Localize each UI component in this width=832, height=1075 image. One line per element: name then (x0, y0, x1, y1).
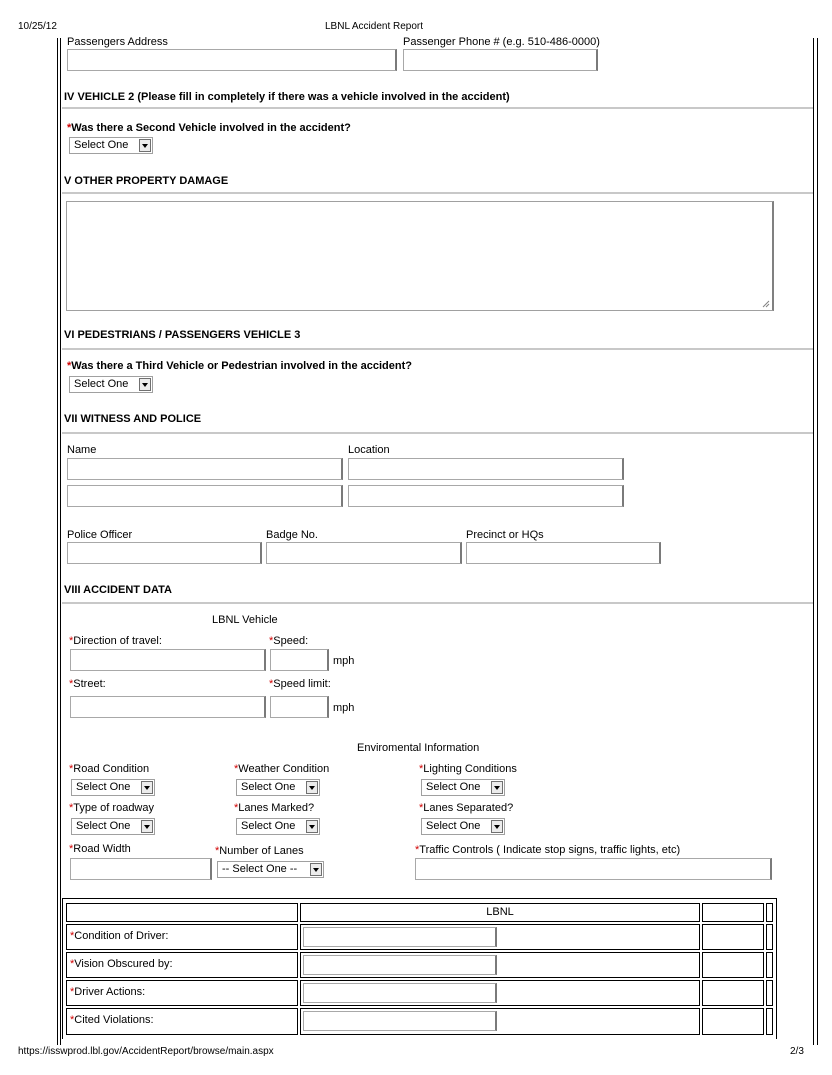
roadway-type-label (69, 802, 154, 814)
roadway-type-select[interactable] (71, 818, 155, 835)
print-title: LBNL Accident Report (325, 21, 424, 32)
chevron-down-icon (141, 781, 153, 794)
badge-number-label: Badge No. (266, 529, 318, 541)
speed-limit-text: Speed limit: (273, 678, 331, 690)
required-mark: * (419, 763, 424, 775)
road-condition-label (69, 763, 149, 775)
vision-obscured-label: Vision Obscured by: (74, 958, 173, 970)
table-row-cell (766, 924, 773, 950)
lighting-conditions-text: Lighting Conditions (423, 763, 517, 775)
lighting-conditions-value: Select One (426, 781, 481, 793)
table-row-cell (300, 952, 700, 978)
property-damage-section-title: V OTHER PROPERTY DAMAGE (64, 175, 229, 187)
road-width-label (69, 843, 131, 855)
lanes-marked-select[interactable] (236, 818, 320, 835)
lanes-separated-label (419, 802, 513, 814)
lanes-marked-label (234, 802, 314, 814)
chevron-down-icon (141, 820, 153, 833)
third-vehicle-select[interactable] (69, 376, 153, 393)
table-row-cell (702, 952, 764, 978)
table-row-cell (300, 924, 700, 950)
driver-actions-label: Driver Actions: (74, 986, 146, 998)
required-mark: * (69, 678, 74, 690)
required-mark: * (70, 1014, 75, 1026)
table-row-cell (702, 980, 764, 1006)
direction-of-travel-input[interactable] (70, 649, 266, 671)
table-header-empty (66, 903, 298, 922)
table-row-cell (300, 980, 700, 1006)
witness-section-title: VII WITNESS AND POLICE (64, 413, 202, 425)
required-mark: * (234, 802, 239, 814)
table-row-cell (300, 1008, 700, 1035)
required-mark: * (70, 986, 75, 998)
section-divider (62, 432, 813, 434)
table-row-label (66, 952, 298, 978)
street-label (69, 678, 106, 690)
lbnl-vehicle-label: LBNL Vehicle (212, 614, 278, 626)
speed-input[interactable] (270, 649, 329, 671)
chevron-down-icon (491, 820, 503, 833)
second-vehicle-question-text: Was there a Second Vehicle involved in the accident? (71, 122, 351, 134)
table-header-cell (702, 903, 764, 922)
roadway-type-text: Type of roadway (73, 802, 154, 814)
second-vehicle-select-value: Select One (74, 139, 129, 151)
lighting-conditions-label (419, 763, 517, 775)
road-width-text: Road Width (73, 843, 131, 855)
section-divider (62, 602, 813, 604)
third-vehicle-question-text: Was there a Third Vehicle or Pedestrian involved in the accident? (71, 360, 412, 372)
road-condition-text: Road Condition (73, 763, 150, 775)
form-border-right-outer (817, 38, 818, 1045)
section-divider (62, 348, 813, 350)
print-url: https://isswprod.lbl.gov/AccidentReport/browse/main.aspx (18, 1046, 274, 1057)
witness-name-input-1[interactable] (67, 458, 343, 480)
traffic-controls-label (415, 844, 680, 856)
environmental-info-label: Enviromental Information (357, 742, 480, 754)
street-text: Street: (73, 678, 106, 690)
number-of-lanes-select[interactable] (217, 861, 324, 878)
passenger-phone-input[interactable] (403, 49, 598, 71)
form-border-right (813, 38, 814, 1045)
required-mark: * (234, 763, 239, 775)
table-row-label (66, 924, 298, 950)
property-damage-textarea[interactable] (66, 201, 774, 311)
passenger-phone-label: Passenger Phone # (e.g. 510-486-0000) (403, 36, 600, 48)
table-row-cell (766, 980, 773, 1006)
road-width-input[interactable] (70, 858, 212, 880)
lanes-separated-value: Select One (426, 820, 481, 832)
required-mark: * (69, 802, 74, 814)
street-input[interactable] (70, 696, 266, 718)
accident-data-section-title: VIII ACCIDENT DATA (64, 584, 172, 596)
police-officer-input[interactable] (67, 542, 262, 564)
weather-condition-text: Weather Condition (238, 763, 330, 775)
lighting-conditions-select[interactable] (421, 779, 505, 796)
required-mark: * (69, 763, 74, 775)
condition-of-driver-input[interactable] (303, 927, 497, 947)
table-header-lbnl: LBNL (300, 903, 700, 922)
chevron-down-icon (310, 863, 322, 876)
table-row-cell (702, 1008, 764, 1035)
table-header-cell (766, 903, 773, 922)
lanes-separated-select[interactable] (421, 818, 505, 835)
lanes-marked-value: Select One (241, 820, 296, 832)
table-row-label (66, 1008, 298, 1035)
required-mark: * (70, 930, 75, 942)
third-vehicle-select-value: Select One (74, 378, 129, 390)
speed-label (269, 635, 308, 647)
required-mark: * (67, 360, 72, 372)
chevron-down-icon (139, 139, 151, 152)
form-border-left (57, 38, 58, 1045)
vehicle2-section-title: IV VEHICLE 2 (Please fill in completely if there was a vehicle involved in the accident) (64, 91, 510, 103)
required-mark: * (69, 635, 74, 647)
table-row-cell (766, 952, 773, 978)
print-date: 10/25/12 (18, 21, 57, 32)
road-condition-value: Select One (76, 781, 131, 793)
required-mark: * (269, 635, 274, 647)
vision-obscured-input[interactable] (303, 955, 497, 975)
witness-location-label: Location (348, 444, 390, 456)
required-mark: * (419, 802, 424, 814)
speed-limit-unit: mph (333, 702, 355, 714)
weather-condition-value: Select One (241, 781, 296, 793)
witness-location-input-2[interactable] (348, 485, 624, 507)
passengers-address-label: Passengers Address (67, 36, 168, 48)
print-page-number: 2/3 (790, 1046, 804, 1057)
section-divider (62, 107, 813, 109)
third-vehicle-question (67, 360, 412, 372)
cited-violations-input[interactable] (303, 1011, 497, 1031)
required-mark: * (415, 844, 420, 856)
table-row-label (66, 980, 298, 1006)
witness-name-input-2[interactable] (67, 485, 343, 507)
traffic-controls-text: Traffic Controls ( Indicate stop signs, traffic lights, etc) (419, 844, 681, 856)
passengers-address-input[interactable] (67, 49, 397, 71)
required-mark: * (215, 845, 220, 857)
section-divider (62, 192, 813, 194)
road-condition-select[interactable] (71, 779, 155, 796)
witness-location-input-1[interactable] (348, 458, 624, 480)
chevron-down-icon (306, 781, 318, 794)
speed-unit: mph (333, 655, 355, 667)
required-mark: * (269, 678, 274, 690)
direction-of-travel-text: Direction of travel: (73, 635, 162, 647)
number-of-lanes-label (215, 845, 304, 857)
table-row-cell (766, 1008, 773, 1035)
speed-text: Speed: (273, 635, 309, 647)
chevron-down-icon (139, 378, 151, 391)
form-border-left-inner (60, 38, 61, 1045)
speed-limit-input[interactable] (270, 696, 329, 718)
witness-name-label: Name (67, 444, 97, 456)
lanes-separated-text: Lanes Separated? (423, 802, 514, 814)
precinct-input[interactable] (466, 542, 661, 564)
speed-limit-label (269, 678, 331, 690)
number-of-lanes-value: -- Select One -- (222, 863, 298, 875)
condition-of-driver-label: Condition of Driver: (74, 930, 169, 942)
required-mark: * (70, 958, 75, 970)
second-vehicle-select[interactable] (69, 137, 153, 154)
lanes-marked-text: Lanes Marked? (238, 802, 315, 814)
resize-grip-icon[interactable] (762, 300, 770, 308)
direction-of-travel-label (69, 635, 162, 647)
precinct-label: Precinct or HQs (466, 529, 544, 541)
pedestrians-section-title: VI PEDESTRIANS / PASSENGERS VEHICLE 3 (64, 329, 301, 341)
traffic-controls-input[interactable] (415, 858, 772, 880)
required-mark: * (69, 843, 74, 855)
chevron-down-icon (306, 820, 318, 833)
weather-condition-label (234, 763, 329, 775)
table-row-cell (702, 924, 764, 950)
cited-violations-label: Cited Violations: (74, 1014, 154, 1026)
required-mark: * (67, 122, 72, 134)
number-of-lanes-text: Number of Lanes (219, 845, 304, 857)
police-officer-label: Police Officer (67, 529, 133, 541)
driver-actions-input[interactable] (303, 983, 497, 1003)
second-vehicle-question (67, 122, 351, 134)
roadway-type-value: Select One (76, 820, 131, 832)
badge-number-input[interactable] (266, 542, 462, 564)
chevron-down-icon (491, 781, 503, 794)
weather-condition-select[interactable] (236, 779, 320, 796)
